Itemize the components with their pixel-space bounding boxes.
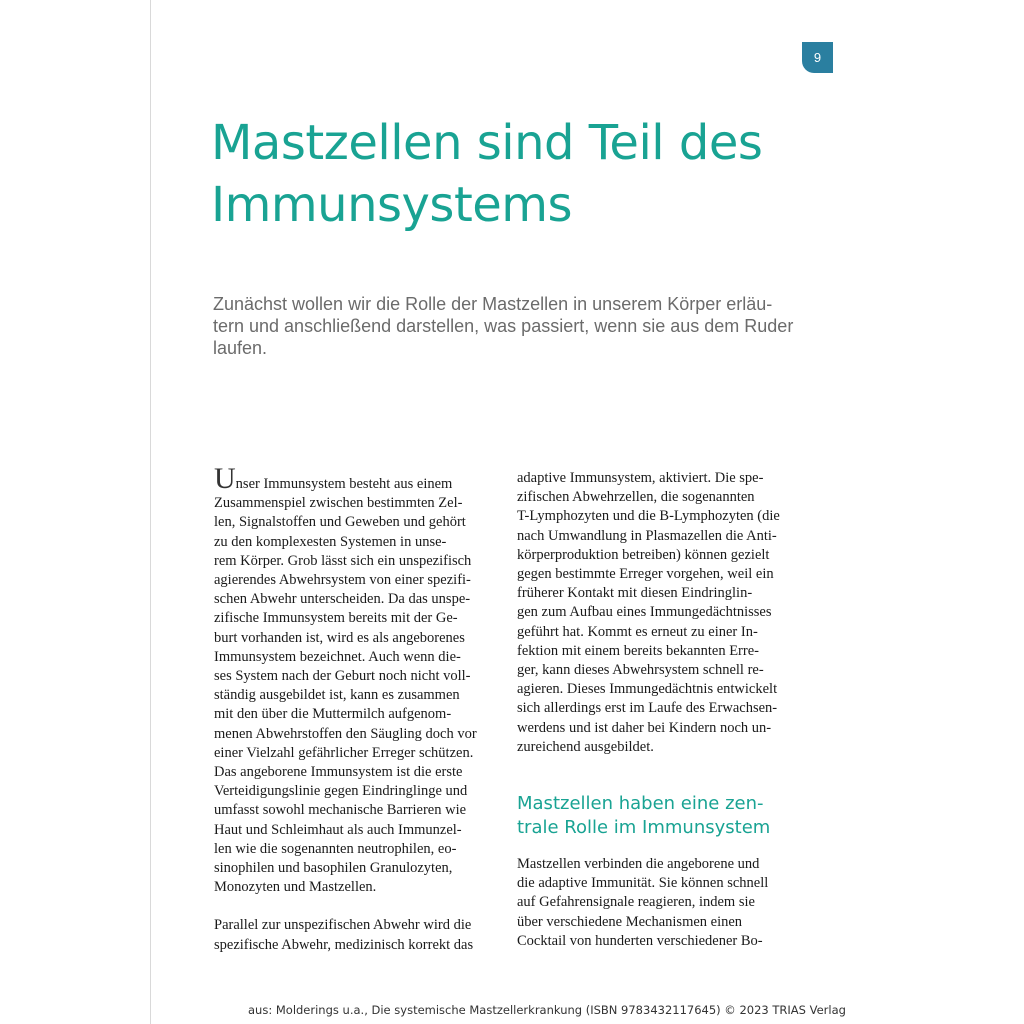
body-text-line: Parallel zur unspezifischen Abwehr wird die <box>214 917 472 934</box>
body-text-line: umfasst sowohl mechanische Barrieren wie <box>214 802 467 819</box>
subheading-line: trale Rolle im Immunsystem <box>517 817 771 838</box>
body-text-line: Cocktail von hunderten verschiedener Bo- <box>517 932 763 949</box>
subheading-line: Mastzellen haben eine zen- <box>517 793 764 814</box>
body-column-left <box>214 462 504 955</box>
body-text-line: agierendes Abwehrsystem von einer spezifi- <box>214 572 471 589</box>
intro-paragraph <box>213 293 813 359</box>
body-text-line: Haut und Schleimhaut als auch Immunzel- <box>214 821 462 838</box>
intro-line: tern und anschließend darstellen, was passiert, wenn sie aus dem Ruder <box>213 316 794 336</box>
body-text-line: spezifische Abwehr, medizinisch korrekt das <box>214 936 474 953</box>
body-text-line: zifische Immunsystem bereits mit der Ge- <box>214 610 458 627</box>
body-text-line: körperproduktion betreiben) können gezielt <box>517 546 770 563</box>
body-text-line: werdens und ist daher bei Kindern noch un- <box>517 719 772 736</box>
body-text-line: Zusammenspiel zwischen bestimmten Zel- <box>214 495 463 512</box>
body-text-line: adaptive Immunsystem, aktiviert. Die spe- <box>517 470 764 486</box>
body-text-line: ständig ausgebildet ist, kann es zusammen <box>214 687 460 704</box>
body-text-line: nach Umwandlung in Plasmazellen die Anti- <box>517 527 777 544</box>
body-text-line: zu den komplexesten Systemen in unse- <box>214 533 447 550</box>
body-text-line: die adaptive Immunität. Sie können schnell <box>517 875 769 892</box>
body-text-line: fektion mit einem bereits bekannten Erre- <box>517 642 759 659</box>
section-subheading <box>517 792 817 840</box>
citation-footer: aus: Molderings u.a., Die systemische Mastzellerkrankung (ISBN 9783432117645) © 2023 TRIAS Verlag <box>248 1003 846 1017</box>
intro-line: laufen. <box>213 338 268 358</box>
body-text-line: ses System nach der Geburt noch nicht voll- <box>214 668 471 685</box>
body-column-right-section <box>517 855 807 951</box>
body-text-line: ger, kann dieses Abwehrsystem schnell re- <box>517 662 764 679</box>
body-text-line: über verschiedene Mechanismen einen <box>517 913 743 930</box>
body-text-line: mit den über die Muttermilch aufgenom- <box>214 706 452 723</box>
title-line: Immunsystems <box>211 177 573 233</box>
title-line: Mastzellen sind Teil des <box>211 115 763 171</box>
body-text-line: schen Abwehr unterscheiden. Da das unspe- <box>214 591 471 608</box>
body-text-line: sich allerdings erst im Laufe des Erwachsen- <box>517 700 778 717</box>
page-spine-divider <box>150 0 151 1024</box>
first-line-text: nser Immunsystem besteht aus einem <box>235 476 453 492</box>
body-text-line: geführt hat. Kommt es erneut zu einer In- <box>517 623 758 640</box>
body-text-line: einer Vielzahl gefährlicher Erreger schützen. <box>214 744 474 761</box>
page-title <box>211 112 811 236</box>
body-text-line: Verteidigungslinie gegen Eindringlinge und <box>214 783 468 800</box>
body-text-line: Monozyten und Mastzellen. <box>214 879 377 896</box>
body-column-right <box>517 469 807 757</box>
body-text-line: früherer Kontakt mit diesen Eindringlin- <box>517 585 753 602</box>
body-text-line: zifischen Abwehrzellen, die sogenannten <box>517 489 755 506</box>
drop-cap: U <box>214 462 236 495</box>
body-text-line: len, Signalstoffen und Geweben und gehört <box>214 514 466 531</box>
body-text-line: agieren. Dieses Immungedächtnis entwickelt <box>517 681 778 698</box>
paragraph-gap <box>214 897 504 916</box>
body-text-line: len wie die sogenannten neutrophilen, eo- <box>214 840 457 857</box>
body-text-line: Mastzellen verbinden die angeborene und <box>517 856 760 872</box>
body-text-line: Das angeborene Immunsystem ist die erste <box>214 764 463 781</box>
body-text-line: menen Abwehrstoffen den Säugling doch vor <box>214 725 477 742</box>
body-text-line: auf Gefahrensignale reagieren, indem sie <box>517 894 755 911</box>
body-text-line: sinophilen und basophilen Granulozyten, <box>214 860 453 877</box>
body-text-line: rem Körper. Grob lässt sich ein unspezifisch <box>214 552 472 569</box>
first-line <box>214 462 504 495</box>
body-text-line: zureichend ausgebildet. <box>517 738 654 755</box>
body-text-line: Immunsystem bezeichnet. Auch wenn die- <box>214 648 461 665</box>
body-text-line: gen zum Aufbau eines Immungedächtnisses <box>517 604 772 621</box>
body-text-line: gegen bestimmte Erreger vorgehen, weil ein <box>517 566 774 583</box>
page-number-badge: 9 <box>802 42 833 73</box>
body-text-line: burt vorhanden ist, wird es als angeborenes <box>214 629 465 646</box>
body-text-line: T-Lymphozyten und die B-Lymphozyten (die <box>517 508 780 525</box>
intro-line: Zunächst wollen wir die Rolle der Mastzellen in unserem Körper erläu- <box>213 294 773 314</box>
